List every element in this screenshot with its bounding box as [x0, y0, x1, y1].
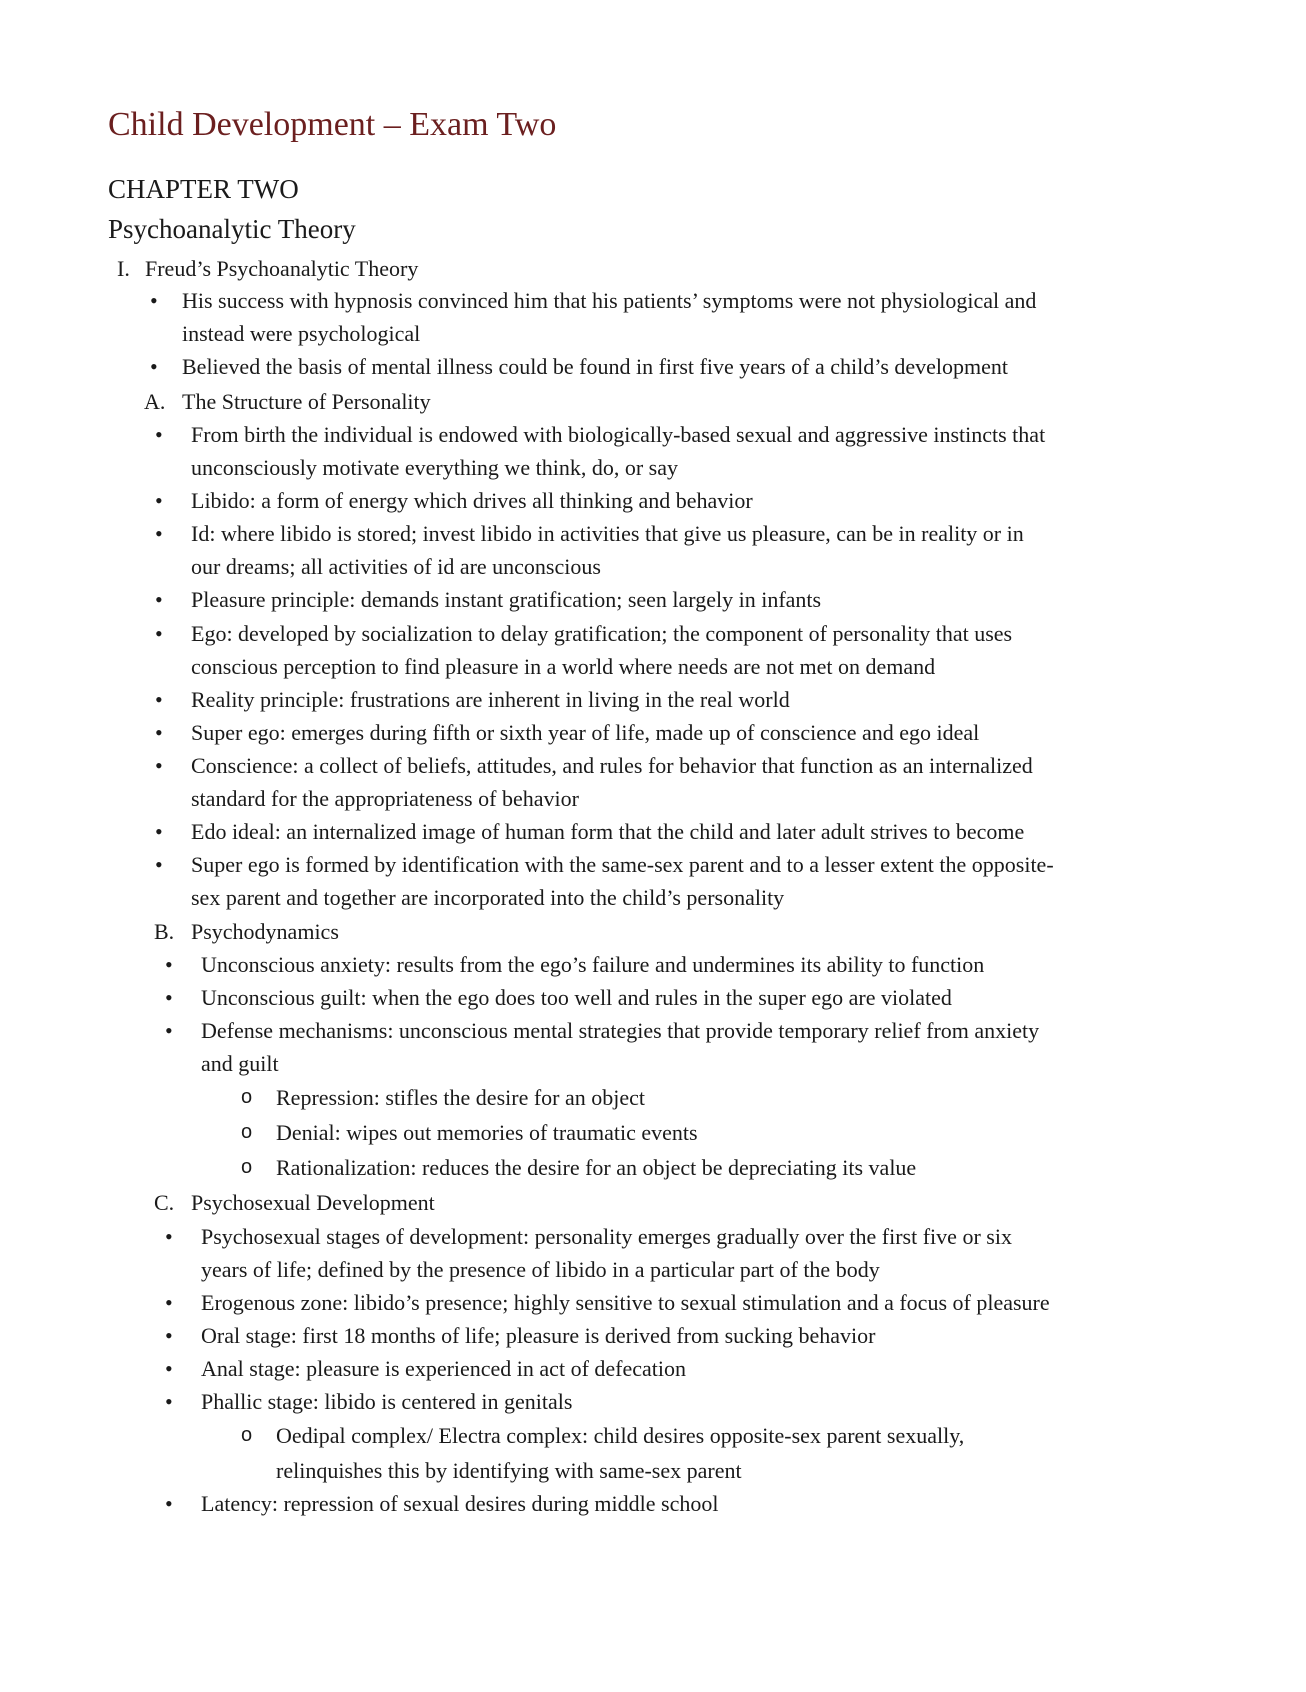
- bullet-icon: •: [165, 1491, 173, 1516]
- list-item: Erogenous zone: libido’s presence; highly sensitive to sexual stimulation and a focus of pleasure: [201, 1290, 1050, 1315]
- list-item: unconsciously motivate everything we think, do, or say: [191, 455, 678, 480]
- bullet-icon: •: [150, 354, 158, 379]
- list-item: Ego: developed by socialization to delay gratification; the component of personality that uses: [191, 621, 1013, 646]
- section-heading: Psychosexual Development: [191, 1190, 435, 1215]
- sub-bullet-icon: o: [241, 1424, 253, 1446]
- list-item: standard for the appropriateness of behavior: [191, 786, 579, 811]
- sub-bullet-icon: o: [241, 1086, 253, 1108]
- list-item: instead were psychological: [182, 321, 421, 346]
- bullet-icon: •: [155, 687, 163, 712]
- list-item: Defense mechanisms: unconscious mental strategies that provide temporary relief from anxiety: [201, 1018, 1040, 1043]
- bullet-icon: •: [155, 753, 163, 778]
- list-item: conscious perception to find pleasure in a world where needs are not met on demand: [191, 654, 936, 679]
- list-item: His success with hypnosis convinced him that his patients’ symptoms were not physiological and: [182, 288, 1037, 313]
- bullet-icon: •: [165, 952, 173, 977]
- bullet-icon: •: [155, 422, 163, 447]
- list-item: Reality principle: frustrations are inherent in living in the real world: [191, 687, 790, 712]
- list-item: Psychosexual stages of development: personality emerges gradually over the first five or six: [201, 1224, 1012, 1249]
- sub-bullet-icon: o: [241, 1121, 253, 1143]
- list-item: Libido: a form of energy which drives all thinking and behavior: [191, 488, 753, 513]
- bullet-icon: •: [155, 852, 163, 877]
- section-heading: Psychodynamics: [191, 919, 339, 944]
- list-item: Phallic stage: libido is centered in genitals: [201, 1389, 573, 1414]
- chapter-subtitle: Psychoanalytic Theory: [108, 214, 356, 244]
- list-item: Id: where libido is stored; invest libido in activities that give us pleasure, can be in reality or in: [191, 521, 1024, 546]
- list-item: Pleasure principle: demands instant gratification; seen largely in infants: [191, 587, 822, 612]
- section-marker: I.: [117, 256, 130, 281]
- bullet-icon: •: [165, 1018, 173, 1043]
- chapter-heading: CHAPTER TWO: [108, 174, 299, 204]
- bullet-icon: •: [155, 488, 163, 513]
- list-item: Latency: repression of sexual desires during middle school: [201, 1491, 719, 1516]
- sub-list-item: Oedipal complex/ Electra complex: child desires opposite-sex parent sexually,: [276, 1423, 965, 1448]
- list-item: Unconscious guilt: when the ego does too well and rules in the super ego are violated: [201, 985, 952, 1010]
- sub-list-item: Denial: wipes out memories of traumatic events: [276, 1120, 698, 1145]
- section-marker: A.: [144, 389, 166, 414]
- bullet-icon: •: [155, 621, 163, 646]
- list-item: Unconscious anxiety: results from the ego’s failure and undermines its ability to function: [201, 952, 985, 977]
- list-item: years of life; defined by the presence of libido in a particular part of the body: [201, 1257, 880, 1282]
- sub-list-item: Repression: stifles the desire for an object: [276, 1085, 646, 1110]
- bullet-icon: •: [155, 819, 163, 844]
- bullet-icon: •: [155, 521, 163, 546]
- list-item: our dreams; all activities of id are unconscious: [191, 554, 601, 579]
- sub-bullet-icon: o: [241, 1156, 253, 1178]
- document-title: Child Development – Exam Two: [108, 106, 557, 143]
- list-item: Oral stage: first 18 months of life; pleasure is derived from sucking behavior: [201, 1323, 876, 1348]
- bullet-icon: •: [165, 1224, 173, 1249]
- bullet-icon: •: [165, 1290, 173, 1315]
- list-item: Conscience: a collect of beliefs, attitudes, and rules for behavior that function as an internalized: [191, 753, 1033, 778]
- list-item: sex parent and together are incorporated into the child’s personality: [191, 885, 785, 910]
- bullet-icon: •: [165, 985, 173, 1010]
- section-marker: B.: [154, 919, 175, 944]
- list-item: Super ego: emerges during fifth or sixth year of life, made up of conscience and ego ideal: [191, 720, 980, 745]
- sub-list-item: Rationalization: reduces the desire for an object be depreciating its value: [276, 1155, 917, 1180]
- bullet-icon: •: [155, 587, 163, 612]
- bullet-icon: •: [165, 1356, 173, 1381]
- list-item: Edo ideal: an internalized image of human form that the child and later adult strives to become: [191, 819, 1025, 844]
- list-item: and guilt: [201, 1051, 279, 1076]
- section-marker: C.: [154, 1190, 175, 1215]
- section-heading: Freud’s Psychoanalytic Theory: [145, 256, 419, 281]
- list-item: Anal stage: pleasure is experienced in act of defecation: [201, 1356, 686, 1381]
- list-item: Believed the basis of mental illness could be found in first five years of a child’s development: [182, 354, 1009, 379]
- sub-list-item: relinquishes this by identifying with same-sex parent: [276, 1458, 742, 1483]
- bullet-icon: •: [165, 1323, 173, 1348]
- bullet-icon: •: [165, 1389, 173, 1414]
- bullet-icon: •: [150, 288, 158, 313]
- list-item: Super ego is formed by identification with the same-sex parent and to a lesser extent the opposite-: [191, 852, 1054, 877]
- section-heading: The Structure of Personality: [182, 389, 431, 414]
- bullet-icon: •: [155, 720, 163, 745]
- list-item: From birth the individual is endowed with biologically-based sexual and aggressive instincts that: [191, 422, 1046, 447]
